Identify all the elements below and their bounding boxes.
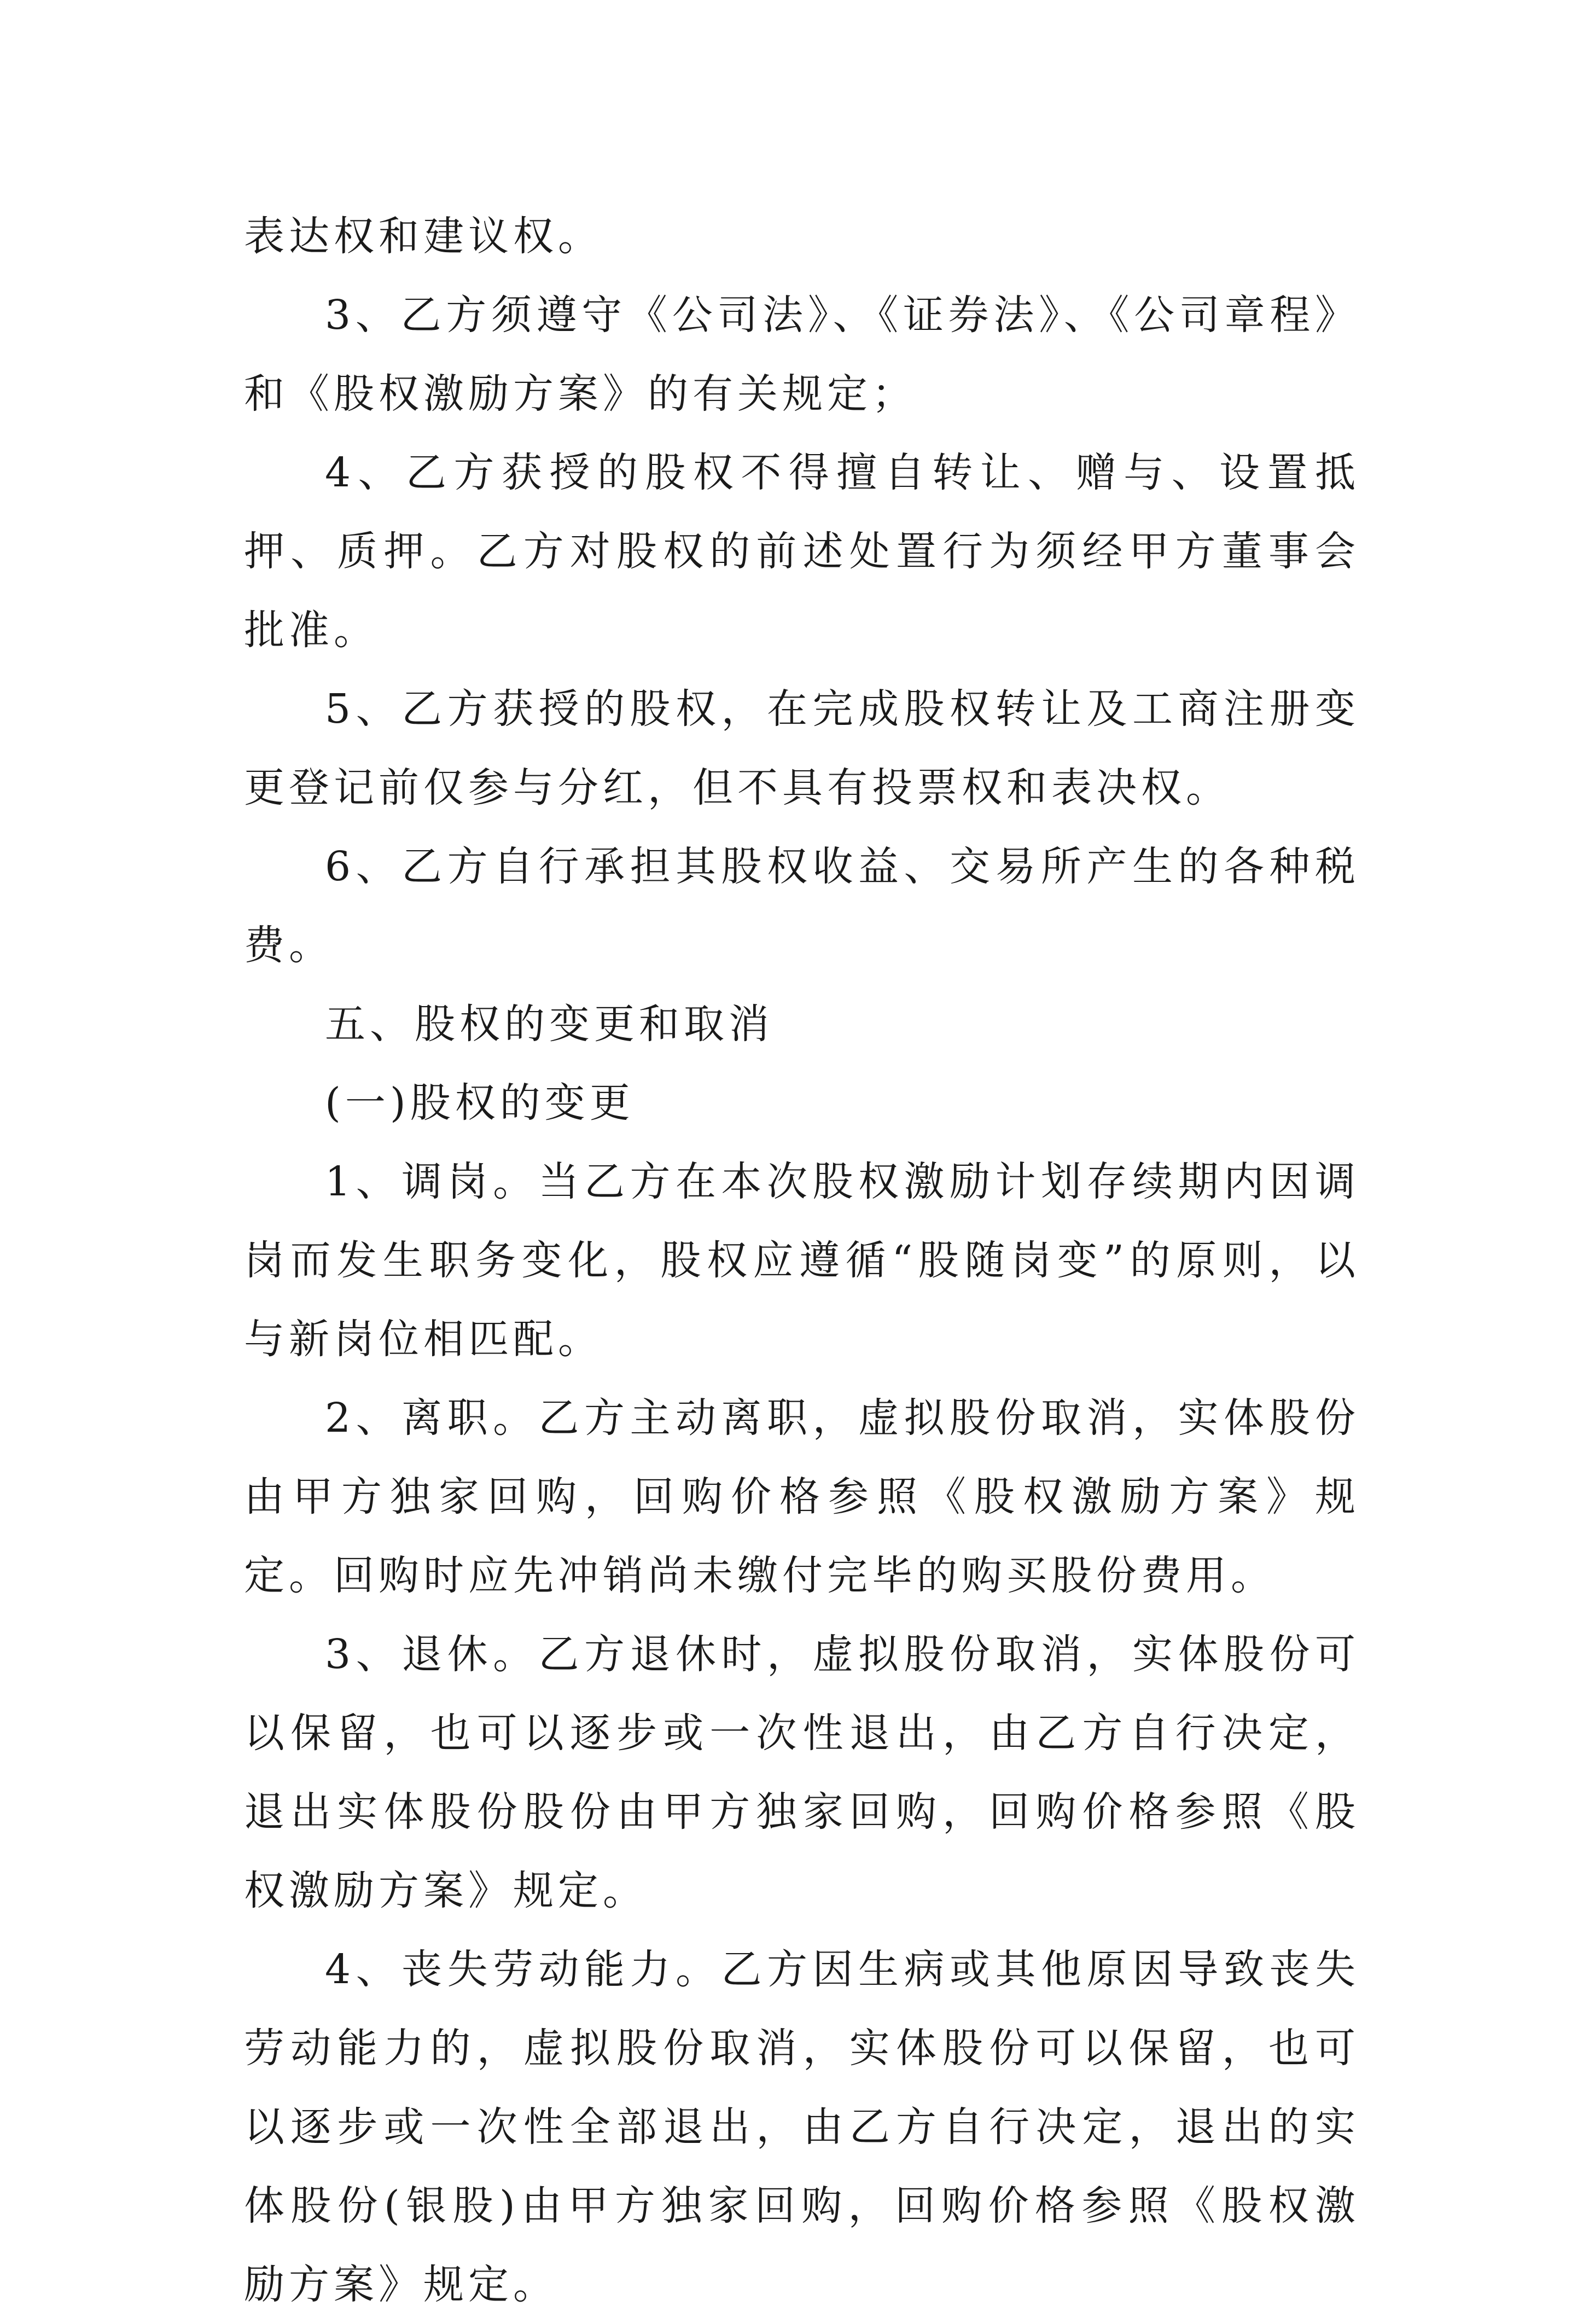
document-body <box>244 197 1360 2324</box>
paragraph-retirement: 3、退休。乙方退休时，虚拟股份取消，实体股份可以保留，也可以逐步或一次性退出，由乙方自行决定，退出实体股份股份由甲方独家回购，回购价格参照《股权激励方案》规定。 <box>244 1631 1360 1914</box>
paragraph-item-5: 5、乙方获授的股权，在完成股权转让及工商注册变更登记前仅参与分红，但不具有投票权和表决权。 <box>244 685 1360 811</box>
paragraph-item-4: 4、乙方获授的股权不得擅自转让、赠与、设置抵押、质押。乙方对股权的前述处置行为须经甲方董事会批准。 <box>244 449 1360 654</box>
paragraph-continuation: 表达权和建议权。 <box>244 213 603 260</box>
paragraph-item-3: 3、乙方须遵守《公司法》、《证券法》、《公司章程》和《股权激励方案》的有关规定； <box>244 292 1360 417</box>
subsection-heading-1: (一)股权的变更 <box>325 1079 635 1126</box>
paragraph-resignation: 2、离职。乙方主动离职，虚拟股份取消，实体股份由甲方独家回购，回购价格参照《股权激励方案》规定。回购时应先冲销尚未缴付完毕的购买股份费用。 <box>244 1395 1360 1599</box>
paragraph-transfer: 1、调岗。当乙方在本次股权激励计划存续期内因调岗而发生职务变化，股权应遵循“股随岗变”的原则，以与新岗位相匹配。 <box>244 1158 1360 1363</box>
paragraph-item-6: 6、乙方自行承担其股权收益、交易所产生的各种税费。 <box>244 843 1360 969</box>
paragraph-incapacity: 4、丧失劳动能力。乙方因生病或其他原因导致丧失劳动能力的，虚拟股份取消，实体股份可以保留，也可以逐步或一次性全部退出，由乙方自行决定，退出的实体股份(银股)由甲方独家回购，回购价格参照《股权激励方案》规定。 <box>244 1946 1360 2308</box>
section-heading-5: 五、股权的变更和取消 <box>325 1001 773 1048</box>
